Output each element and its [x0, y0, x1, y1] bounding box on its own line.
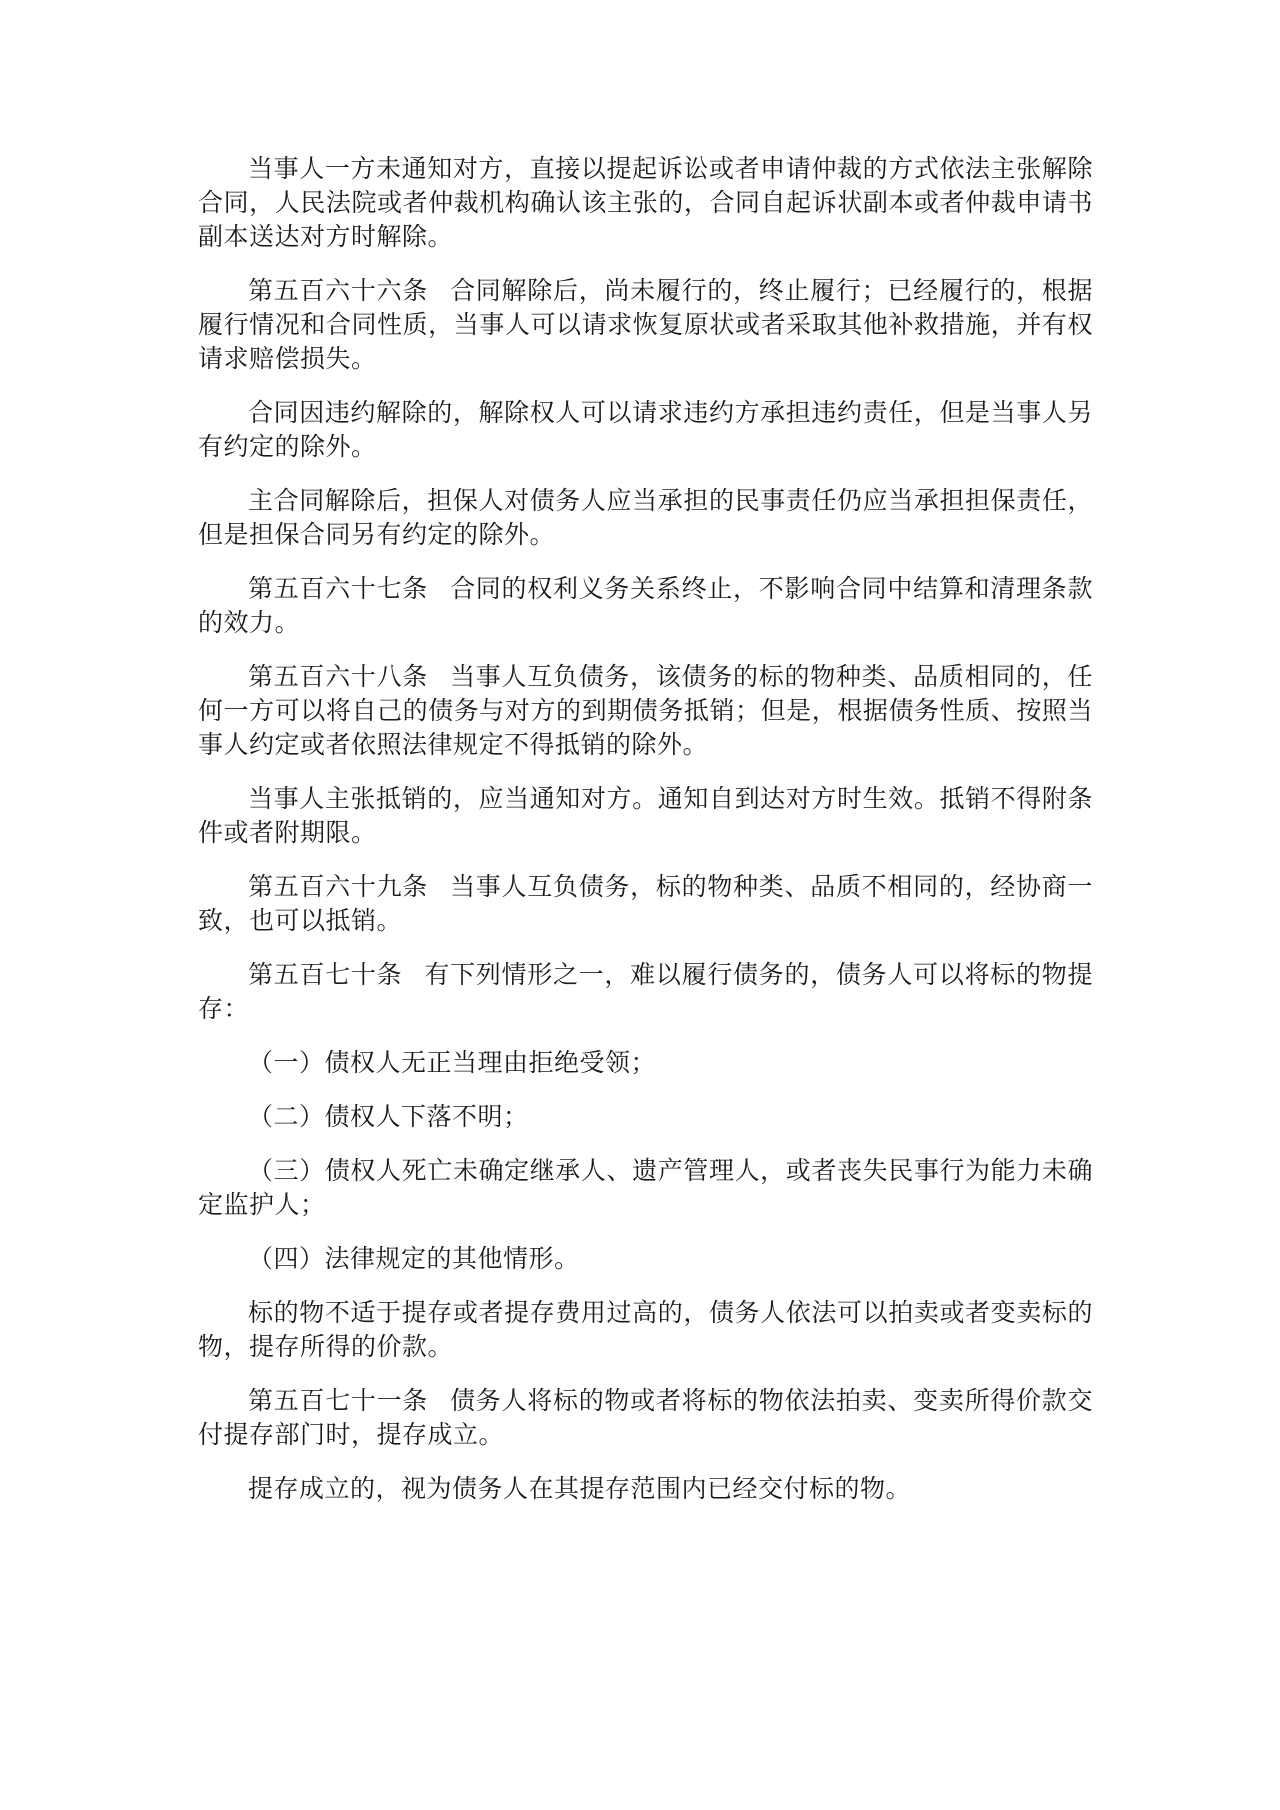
- list-item: [198, 1154, 1093, 1222]
- paragraph: [198, 396, 1093, 464]
- article-text: 债务人将标的物或者将标的物依法拍卖、变卖所得价款交付提存部门时，提存成立。: [198, 1386, 1093, 1449]
- paragraph: [198, 1384, 1093, 1452]
- list-item: [198, 1242, 1093, 1276]
- article-text: 主合同解除后，担保人对债务人应当承担的民事责任仍应当承担担保责任，但是担保合同另有约定的除外。: [198, 486, 1093, 549]
- article-text: 合同的权利义务关系终止，不影响合同中结算和清理条款的效力。: [198, 574, 1093, 637]
- article-text: 标的物不适于提存或者提存费用过高的，债务人依法可以拍卖或者变卖标的物，提存所得的价款。: [198, 1298, 1093, 1361]
- article-number: 第五百六十九条: [248, 872, 429, 901]
- article-text: 提存成立的，视为债务人在其提存范围内已经交付标的物。: [248, 1474, 912, 1503]
- paragraph: [198, 958, 1093, 1026]
- article-number: 第五百六十六条: [248, 276, 429, 305]
- paragraph: [198, 152, 1093, 254]
- article-number: 第五百六十八条: [248, 662, 429, 691]
- list-item-text: （一）债权人无正当理由拒绝受领；: [248, 1048, 657, 1077]
- paragraph: [198, 572, 1093, 640]
- list-item-text: （二）债权人下落不明；: [248, 1102, 529, 1131]
- paragraph: [198, 274, 1093, 376]
- list-item: [198, 1100, 1093, 1134]
- article-text: 当事人互负债务，标的物种类、品质不相同的，经协商一致，也可以抵销。: [198, 872, 1093, 935]
- paragraph: [198, 782, 1093, 850]
- paragraph: [198, 1296, 1093, 1364]
- document-page: [198, 152, 1093, 1526]
- list-item: [198, 1046, 1093, 1080]
- paragraph: [198, 1472, 1093, 1506]
- article-text: 当事人互负债务，该债务的标的物种类、品质相同的，任何一方可以将自己的债务与对方的到期债务抵销；但是，根据债务性质、按照当事人约定或者依照法律规定不得抵销的除外。: [198, 662, 1093, 759]
- paragraph: [198, 484, 1093, 552]
- article-number: 第五百七十一条: [248, 1386, 429, 1415]
- list-item-text: （三）债权人死亡未确定继承人、遗产管理人，或者丧失民事行为能力未确定监护人；: [198, 1156, 1093, 1219]
- article-number: 第五百六十七条: [248, 574, 429, 603]
- article-number: 第五百七十条: [248, 960, 403, 989]
- article-text: 当事人一方未通知对方，直接以提起诉讼或者申请仲裁的方式依法主张解除合同，人民法院或者仲裁机构确认该主张的，合同自起诉状副本或者仲裁申请书副本送达对方时解除。: [198, 154, 1093, 251]
- article-text: 当事人主张抵销的，应当通知对方。通知自到达对方时生效。抵销不得附条件或者附期限。: [198, 784, 1093, 847]
- paragraph: [198, 870, 1093, 938]
- article-text: 有下列情形之一，难以履行债务的，债务人可以将标的物提存：: [198, 960, 1093, 1023]
- paragraph: [198, 660, 1093, 762]
- article-text: 合同因违约解除的，解除权人可以请求违约方承担违约责任，但是当事人另有约定的除外。: [198, 398, 1093, 461]
- article-text: 合同解除后，尚未履行的，终止履行；已经履行的，根据履行情况和合同性质，当事人可以请求恢复原状或者采取其他补救措施，并有权请求赔偿损失。: [198, 276, 1093, 373]
- list-item-text: （四）法律规定的其他情形。: [248, 1244, 580, 1273]
